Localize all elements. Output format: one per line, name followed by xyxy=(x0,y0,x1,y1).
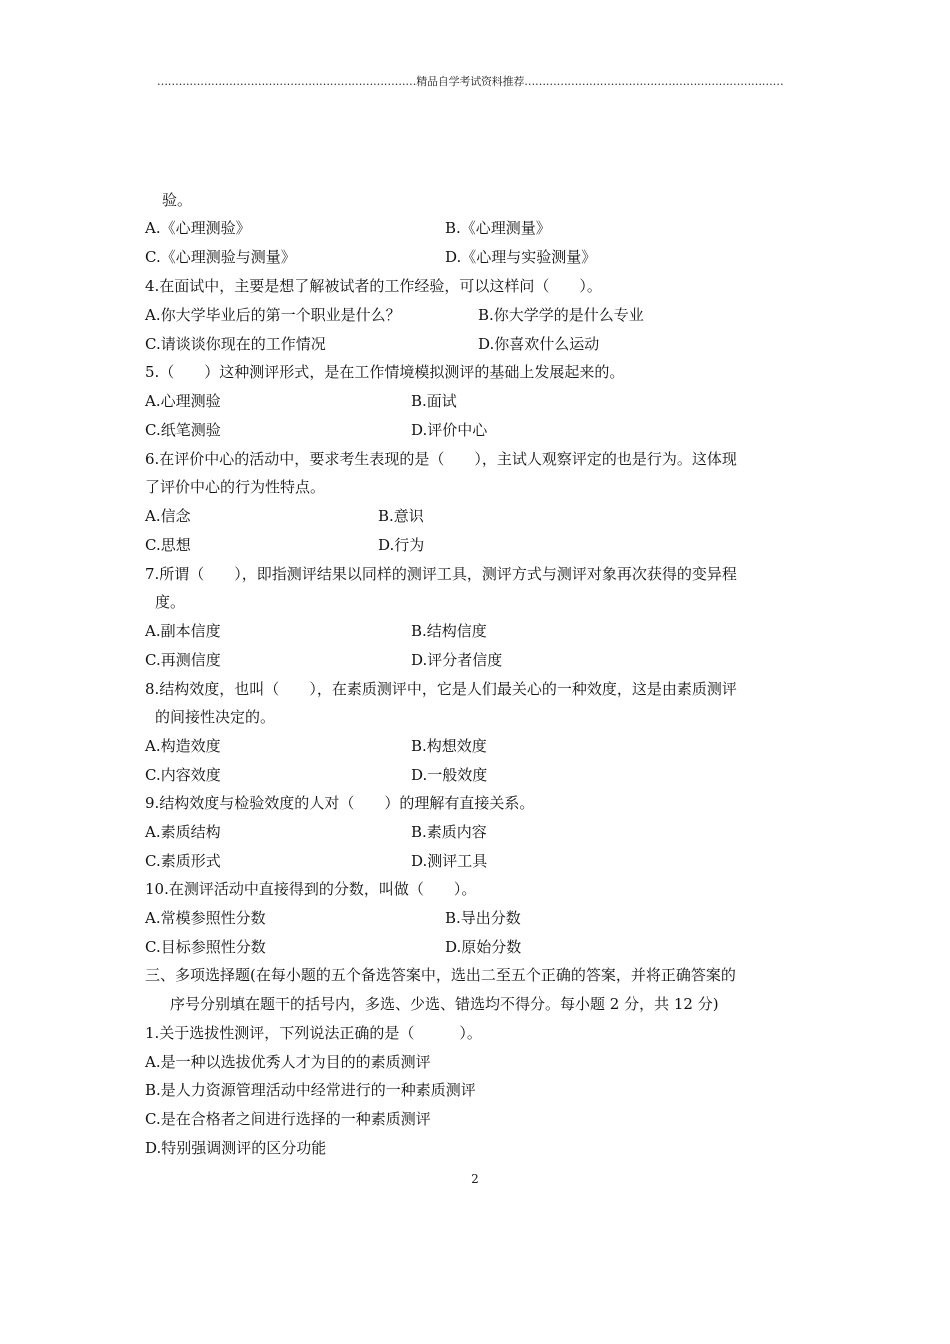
option-c: C.目标参照性分数 xyxy=(145,938,266,956)
option-b: B.结构信度 xyxy=(411,622,487,640)
multi-question-1: 1.关于选拔性测评，下列说法正确的是（ ）。 xyxy=(145,1024,482,1042)
option-a: A.常模参照性分数 xyxy=(145,909,266,927)
question-9: 9.结构效度与检验效度的人对（ ）的理解有直接关系。 xyxy=(145,794,535,812)
option-d: D.你喜欢什么运动 xyxy=(478,335,600,353)
option-a: A.是一种以选拔优秀人才为目的的素质测评 xyxy=(145,1053,431,1071)
question-10: 10.在测评活动中直接得到的分数，叫做（ ）。 xyxy=(145,880,477,898)
option-c: C.再测信度 xyxy=(145,651,221,669)
page-number: 2 xyxy=(471,1172,479,1186)
option-d: D.评分者信度 xyxy=(411,651,503,669)
option-c: C.是在合格者之间进行选择的一种素质测评 xyxy=(145,1110,431,1128)
option-c: C.内容效度 xyxy=(145,766,221,784)
option-a: A.心理测验 xyxy=(145,392,221,410)
option-b: B.构想效度 xyxy=(411,737,487,755)
question-5: 5.（ ）这种测评形式，是在工作情境模拟测评的基础上发展起来的。 xyxy=(145,363,625,381)
option-d: D.行为 xyxy=(378,536,425,554)
text-line: 验。 xyxy=(162,191,193,209)
option-d: D.特别强调测评的区分功能 xyxy=(145,1139,327,1157)
option-d: D.测评工具 xyxy=(411,852,488,870)
option-d: D.《心理与实验测量》 xyxy=(445,248,597,266)
option-d: D.原始分数 xyxy=(445,938,522,956)
question-8-continued: 的间接性决定的。 xyxy=(155,708,276,726)
option-a: A.素质结构 xyxy=(145,823,221,841)
option-c: C.思想 xyxy=(145,536,191,554)
question-4: 4.在面试中，主要是想了解被试者的工作经验，可以这样问（ ）。 xyxy=(145,277,602,295)
option-b: B.意识 xyxy=(378,507,424,525)
option-b: B.素质内容 xyxy=(411,823,487,841)
option-d: D.评价中心 xyxy=(411,421,488,439)
option-c: C.请谈谈你现在的工作情况 xyxy=(145,335,326,353)
option-d: D.一般效度 xyxy=(411,766,488,784)
option-b: B.导出分数 xyxy=(445,909,521,927)
option-b: B.《心理测量》 xyxy=(445,219,551,237)
question-7: 7.所谓（ ），即指测评结果以同样的测评工具，测评方式与测评对象再次获得的变异程 xyxy=(145,565,737,583)
section-instructions: 序号分别填在题干的括号内，多选、少选、错选均不得分。每小题 2 分，共 12 分) xyxy=(170,995,719,1013)
option-b: B.你大学学的是什么专业 xyxy=(478,306,644,324)
section-heading: 三、多项选择题(在每小题的五个备选答案中，选出二至五个正确的答案，并将正确答案的 xyxy=(145,966,736,984)
question-7-continued: 度。 xyxy=(155,593,186,611)
option-c: C.纸笔测验 xyxy=(145,421,221,439)
option-a: A.副本信度 xyxy=(145,622,221,640)
option-c: C.素质形式 xyxy=(145,852,221,870)
option-a: A.构造效度 xyxy=(145,737,221,755)
option-a: A.你大学毕业后的第一个职业是什么？ xyxy=(145,306,401,324)
option-b: B.面试 xyxy=(411,392,457,410)
page-header: ………………………………………………………………精品自学考试资料推荐……………………………………………………………… xyxy=(157,75,784,88)
question-6: 6.在评价中心的活动中，要求考生表现的是（ ），主试人观察评定的也是行为。这体现 xyxy=(145,450,737,468)
question-6-continued: 了评价中心的行为性特点。 xyxy=(145,478,326,496)
option-b: B.是人力资源管理活动中经常进行的一种素质测评 xyxy=(145,1081,476,1099)
option-a: A.信念 xyxy=(145,507,191,525)
option-c: C.《心理测验与测量》 xyxy=(145,248,296,266)
option-a: A.《心理测验》 xyxy=(145,219,251,237)
question-8: 8.结构效度，也叫（ ），在素质测评中，它是人们最关心的一种效度，这是由素质测评 xyxy=(145,680,737,698)
